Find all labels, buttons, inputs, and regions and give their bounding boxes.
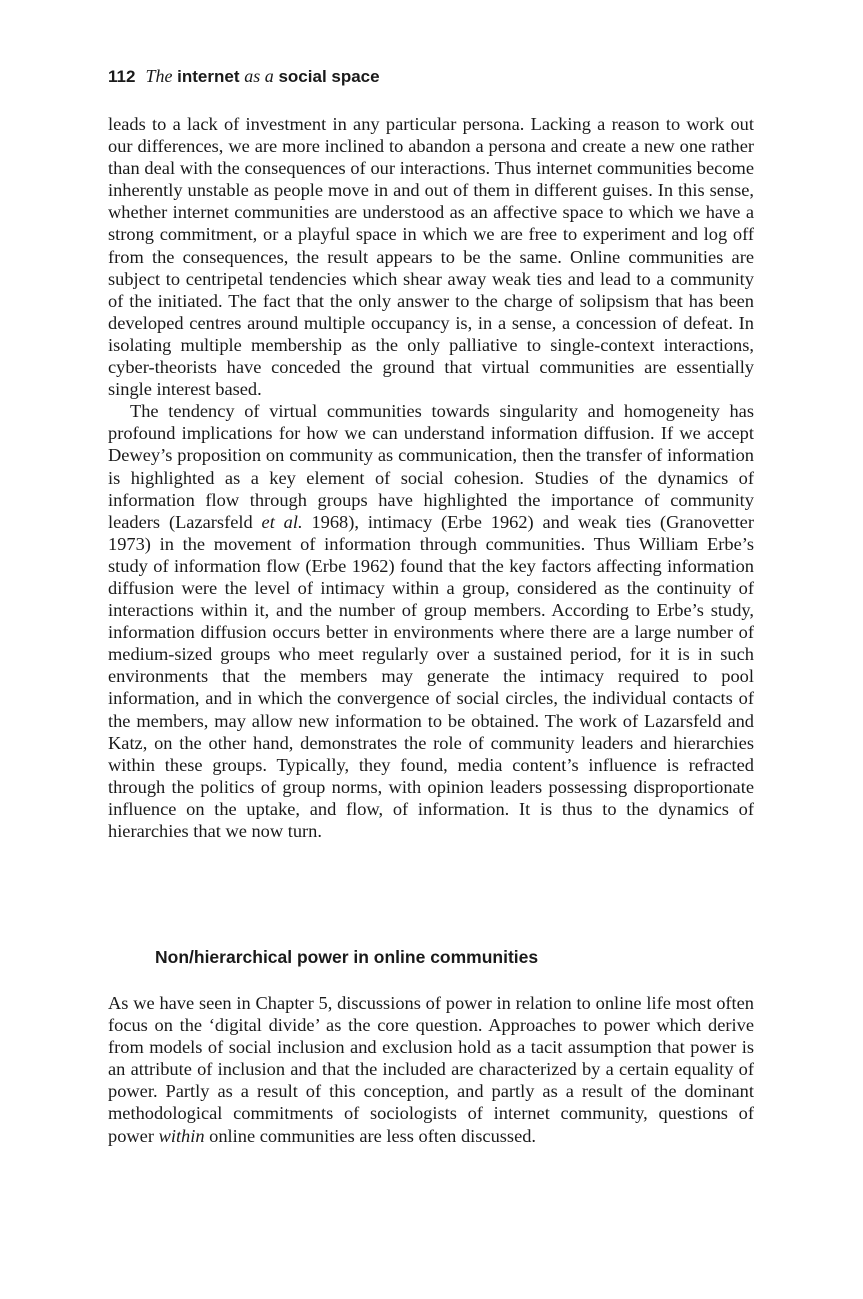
paragraph bbox=[108, 113, 754, 400]
page-number: 112 bbox=[108, 67, 136, 86]
paragraph-text: As we have seen in Chapter 5, discussions of power in relation to online life most often focus on the ‘digital divide’ as the core question. Approaches to power which derive from models of social inclusion and exclusion hold as a tacit assumption that power is an attribute of inclusion and that the included are characterized by a certain equality of power. Partly as a result of this conception, and partly as a result of the dominant methodological commitments of sociologists of internet community, questions of power bbox=[108, 993, 754, 1146]
running-head-title-part: as a bbox=[244, 66, 274, 86]
section-heading: Non/hierarchical power in online communities bbox=[155, 947, 539, 967]
paragraph-text: The tendency of virtual communities towards singularity and homogeneity has profound implications for how we can understand information diffusion. If we accept Dewey’s proposition on community as communication, then the transfer of information is highlighted as a key element of social cohesion. Studies of the dynamics of information flow through groups have highlighted the importance of community leaders (Lazarsfeld bbox=[108, 401, 754, 532]
paragraph bbox=[108, 992, 754, 1147]
running-head-title-part: social space bbox=[273, 67, 380, 86]
running-head-title-part: internet bbox=[172, 67, 245, 86]
paragraph-text: leads to a lack of investment in any particular persona. Lacking a reason to work out our differences, we are more inclined to abandon a persona and create a new one rather than deal with the consequences of our interactions. Thus internet communities become inherently unstable as people move in and out of them in different guises. In this sense, whether internet communities are understood as an affective space to which we have a strong commitment, or a playful space in which we are free to experiment and log off from the consequences, the result appears to be the same. Online communities are subject to centripetal tendencies which shear away weak ties and lead to a community of the initiated. The fact that the only answer to the charge of solipsism that has been developed centres around multiple occupancy is, in a sense, a concession of defeat. In isolating multiple membership as the only palliative to single-context interactions, cyber-theorists have conceded the ground that virtual communities are essentially single interest based. bbox=[108, 114, 754, 400]
section-body-text bbox=[108, 992, 754, 1147]
paragraph-text: 1968), intimacy (Erbe 1962) and weak ties (Granovetter 1973) in the movement of information through communities. Thus William Erbe’s study of information flow (Erbe 1962) found that the key factors affecting information diffusion were the level of intimacy within a group, considered as the continuity of interactions within it, and the number of group members. According to Erbe’s study, information diffusion occurs better in environments where there are a large number of medium-sized groups who meet regularly over a sustained period, for it is in such environments that the members may generate the intimacy required to pool information, and in which the convergence of social circles, the individual contacts of the members, may allow new information to be obtained. The work of Lazarsfeld and Katz, on the other hand, demonstrates the role of community leaders and hierarchies within these groups. Typically, they found, media content’s influence is refracted through the politics of group norms, with opinion leaders possessing disproportionate influence on the uptake, and flow, of information. It is thus to the dynamics of hierarchies that we now turn. bbox=[108, 511, 754, 841]
paragraph-text: online communities are less often discussed. bbox=[204, 1125, 537, 1146]
paragraph-italic-text: within bbox=[158, 1125, 205, 1146]
paragraph bbox=[108, 400, 754, 842]
body-text bbox=[108, 113, 754, 842]
paragraph-italic-text: et al. bbox=[261, 511, 303, 532]
running-head bbox=[108, 66, 380, 87]
running-head-title-part: The bbox=[145, 66, 173, 86]
